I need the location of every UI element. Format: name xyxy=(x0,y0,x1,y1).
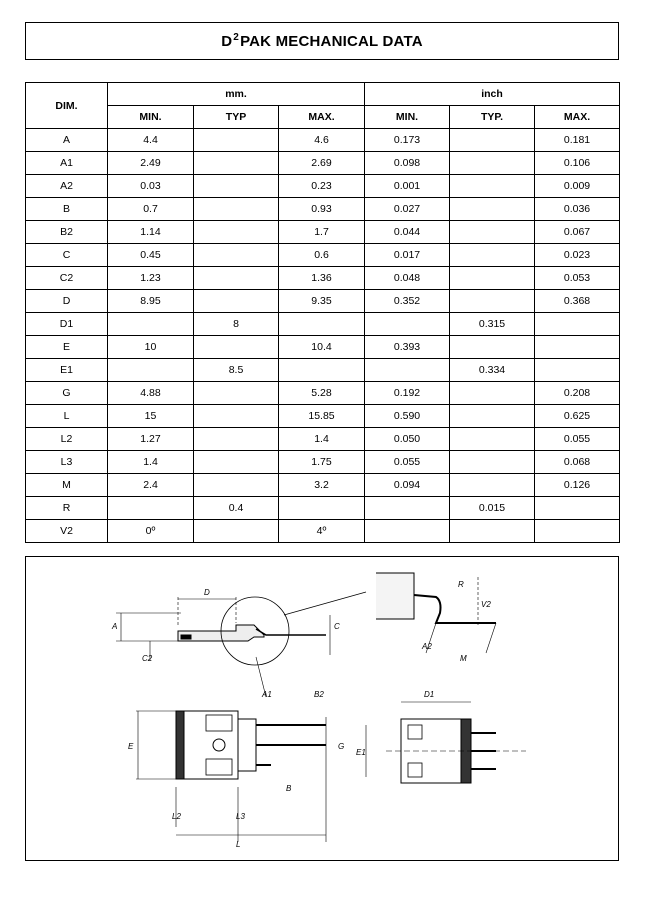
value-cell: 5.28 xyxy=(279,382,365,405)
value-cell: 0.055 xyxy=(535,428,620,451)
dim-cell: L3 xyxy=(26,451,108,474)
value-cell: 0.027 xyxy=(365,198,450,221)
value-cell xyxy=(194,221,279,244)
table-row xyxy=(26,267,620,290)
value-cell: 0.017 xyxy=(365,244,450,267)
value-cell: 0.068 xyxy=(535,451,620,474)
col-header: MIN. xyxy=(365,106,450,129)
value-cell: 0.067 xyxy=(535,221,620,244)
value-cell xyxy=(450,428,535,451)
value-cell xyxy=(450,267,535,290)
dim-cell: L2 xyxy=(26,428,108,451)
value-cell: 4.6 xyxy=(279,129,365,152)
value-cell: 0.93 xyxy=(279,198,365,221)
value-cell: 8.95 xyxy=(108,290,194,313)
value-cell: 0.023 xyxy=(535,244,620,267)
title-prefix: D xyxy=(221,33,233,50)
value-cell: 1.75 xyxy=(279,451,365,474)
table-row xyxy=(26,198,620,221)
table-row xyxy=(26,152,620,175)
value-cell: 4.4 xyxy=(108,129,194,152)
value-cell: 0.192 xyxy=(365,382,450,405)
title-box xyxy=(25,22,619,60)
value-cell xyxy=(194,175,279,198)
title-text: PAK MECHANICAL DATA xyxy=(240,33,423,50)
value-cell xyxy=(450,290,535,313)
value-cell xyxy=(450,474,535,497)
value-cell xyxy=(279,359,365,382)
dim-label-L3: L3 xyxy=(236,812,245,821)
value-cell: 0.009 xyxy=(535,175,620,198)
dim-cell: R xyxy=(26,497,108,520)
value-cell: 15 xyxy=(108,405,194,428)
dim-cell: D1 xyxy=(26,313,108,336)
table-row xyxy=(26,336,620,359)
value-cell: 0.208 xyxy=(535,382,620,405)
value-cell: 1.36 xyxy=(279,267,365,290)
dim-label-D1: D1 xyxy=(424,690,435,699)
col-header: MAX. xyxy=(535,106,620,129)
value-cell: 0.03 xyxy=(108,175,194,198)
value-cell: 0.393 xyxy=(365,336,450,359)
value-cell xyxy=(194,129,279,152)
value-cell: 1.4 xyxy=(108,451,194,474)
dim-cell: B2 xyxy=(26,221,108,244)
table-row xyxy=(26,451,620,474)
column-header-row xyxy=(26,106,620,129)
value-cell: 0.126 xyxy=(535,474,620,497)
value-cell xyxy=(194,520,279,543)
value-cell xyxy=(450,221,535,244)
value-cell: 8.5 xyxy=(194,359,279,382)
dim-label-D: D xyxy=(204,588,210,597)
value-cell xyxy=(365,520,450,543)
value-cell xyxy=(194,405,279,428)
page-title xyxy=(221,32,423,50)
value-cell xyxy=(194,382,279,405)
value-cell xyxy=(450,152,535,175)
value-cell: 0.352 xyxy=(365,290,450,313)
value-cell xyxy=(108,359,194,382)
value-cell: 0.048 xyxy=(365,267,450,290)
dim-cell: G xyxy=(26,382,108,405)
detail-view-body xyxy=(376,573,414,619)
value-cell xyxy=(535,359,620,382)
value-cell xyxy=(450,451,535,474)
dim-label-L: L xyxy=(236,840,241,849)
dim-cell: V2 xyxy=(26,520,108,543)
dim-header: DIM. xyxy=(26,83,108,129)
dim-label-V2: V2 xyxy=(481,600,491,609)
dim-label-L2: L2 xyxy=(172,812,181,821)
dim-label-A2: A2 xyxy=(422,642,432,651)
value-cell: 0.001 xyxy=(365,175,450,198)
dim-label-C2: C2 xyxy=(142,654,153,663)
value-cell: 2.49 xyxy=(108,152,194,175)
dim-label-E1: E1 xyxy=(356,748,366,757)
value-cell xyxy=(535,313,620,336)
table-row xyxy=(26,290,620,313)
value-cell xyxy=(108,497,194,520)
table-row xyxy=(26,382,620,405)
value-cell: 0.368 xyxy=(535,290,620,313)
value-cell: 0.315 xyxy=(450,313,535,336)
value-cell: 1.7 xyxy=(279,221,365,244)
value-cell xyxy=(450,198,535,221)
side-view-tab xyxy=(181,635,191,639)
dim-cell: L xyxy=(26,405,108,428)
value-cell: 0.173 xyxy=(365,129,450,152)
value-cell xyxy=(450,520,535,543)
value-cell: 15.85 xyxy=(279,405,365,428)
value-cell: 0.106 xyxy=(535,152,620,175)
value-cell: 4º xyxy=(279,520,365,543)
value-cell: 0.6 xyxy=(279,244,365,267)
bottom-view-tab xyxy=(238,719,256,771)
value-cell xyxy=(194,336,279,359)
dim-label-G: G xyxy=(338,742,345,751)
dim-cell: A1 xyxy=(26,152,108,175)
value-cell xyxy=(450,244,535,267)
dim-cell: E1 xyxy=(26,359,108,382)
value-cell: 0º xyxy=(108,520,194,543)
value-cell xyxy=(535,497,620,520)
value-cell xyxy=(194,474,279,497)
value-cell xyxy=(535,336,620,359)
value-cell: 3.2 xyxy=(279,474,365,497)
title-superscript: 2 xyxy=(233,32,240,43)
value-cell: 0.23 xyxy=(279,175,365,198)
col-header: TYP xyxy=(194,106,279,129)
value-cell xyxy=(194,267,279,290)
bottom-view-body xyxy=(176,711,238,779)
value-cell: 0.015 xyxy=(450,497,535,520)
dim-cell: D xyxy=(26,290,108,313)
value-cell: 0.7 xyxy=(108,198,194,221)
table-row xyxy=(26,129,620,152)
package-outline-drawing xyxy=(26,557,620,862)
value-cell: 0.094 xyxy=(365,474,450,497)
value-cell: 10.4 xyxy=(279,336,365,359)
side-view-lead xyxy=(256,629,326,635)
value-cell: 4.88 xyxy=(108,382,194,405)
value-cell: 0.45 xyxy=(108,244,194,267)
dim-label-E: E xyxy=(128,742,134,751)
value-cell: 1.23 xyxy=(108,267,194,290)
value-cell xyxy=(365,359,450,382)
col-header: MAX. xyxy=(279,106,365,129)
value-cell xyxy=(194,244,279,267)
value-cell xyxy=(365,313,450,336)
value-cell: 1.4 xyxy=(279,428,365,451)
value-cell xyxy=(450,382,535,405)
value-cell xyxy=(450,175,535,198)
col-header: TYP. xyxy=(450,106,535,129)
dim-label-A1: A1 xyxy=(262,690,272,699)
table-row xyxy=(26,497,620,520)
table-row xyxy=(26,520,620,543)
dim-label-B2: B2 xyxy=(314,690,324,699)
value-cell: 0.036 xyxy=(535,198,620,221)
table-row xyxy=(26,474,620,497)
table-row xyxy=(26,313,620,336)
value-cell: 2.4 xyxy=(108,474,194,497)
value-cell xyxy=(365,497,450,520)
value-cell: 0.055 xyxy=(365,451,450,474)
table-row xyxy=(26,359,620,382)
value-cell: 0.053 xyxy=(535,267,620,290)
value-cell xyxy=(194,152,279,175)
value-cell: 0.050 xyxy=(365,428,450,451)
mm-group-header: mm. xyxy=(108,83,365,106)
value-cell xyxy=(279,313,365,336)
dim-label-B: B xyxy=(286,784,292,793)
value-cell: 1.27 xyxy=(108,428,194,451)
dim-label-A: A xyxy=(112,622,118,631)
table-row xyxy=(26,405,620,428)
col-header: MIN. xyxy=(108,106,194,129)
value-cell: 0.590 xyxy=(365,405,450,428)
dim-cell: C xyxy=(26,244,108,267)
value-cell xyxy=(194,428,279,451)
dim-cell: B xyxy=(26,198,108,221)
value-cell xyxy=(450,129,535,152)
value-cell xyxy=(279,497,365,520)
mechanical-drawing xyxy=(25,556,619,861)
dim-cell: E xyxy=(26,336,108,359)
table-row xyxy=(26,175,620,198)
table-row xyxy=(26,221,620,244)
table-row xyxy=(26,428,620,451)
value-cell: 10 xyxy=(108,336,194,359)
dim-cell: M xyxy=(26,474,108,497)
mechanical-data-table xyxy=(25,82,620,543)
value-cell xyxy=(535,520,620,543)
value-cell: 8 xyxy=(194,313,279,336)
value-cell xyxy=(194,451,279,474)
value-cell: 9.35 xyxy=(279,290,365,313)
dim-cell: A2 xyxy=(26,175,108,198)
dim-label-C: C xyxy=(334,622,340,631)
value-cell: 2.69 xyxy=(279,152,365,175)
value-cell: 0.181 xyxy=(535,129,620,152)
value-cell: 0.044 xyxy=(365,221,450,244)
inch-group-header: inch xyxy=(365,83,620,106)
dim-label-R: R xyxy=(458,580,464,589)
value-cell xyxy=(450,336,535,359)
value-cell xyxy=(108,313,194,336)
value-cell xyxy=(194,290,279,313)
value-cell: 1.14 xyxy=(108,221,194,244)
value-cell: 0.098 xyxy=(365,152,450,175)
dim-cell: C2 xyxy=(26,267,108,290)
dim-cell: A xyxy=(26,129,108,152)
value-cell: 0.334 xyxy=(450,359,535,382)
value-cell xyxy=(450,405,535,428)
dim-label-M: M xyxy=(460,654,467,663)
table-row xyxy=(26,244,620,267)
value-cell: 0.625 xyxy=(535,405,620,428)
value-cell xyxy=(194,198,279,221)
value-cell: 0.4 xyxy=(194,497,279,520)
